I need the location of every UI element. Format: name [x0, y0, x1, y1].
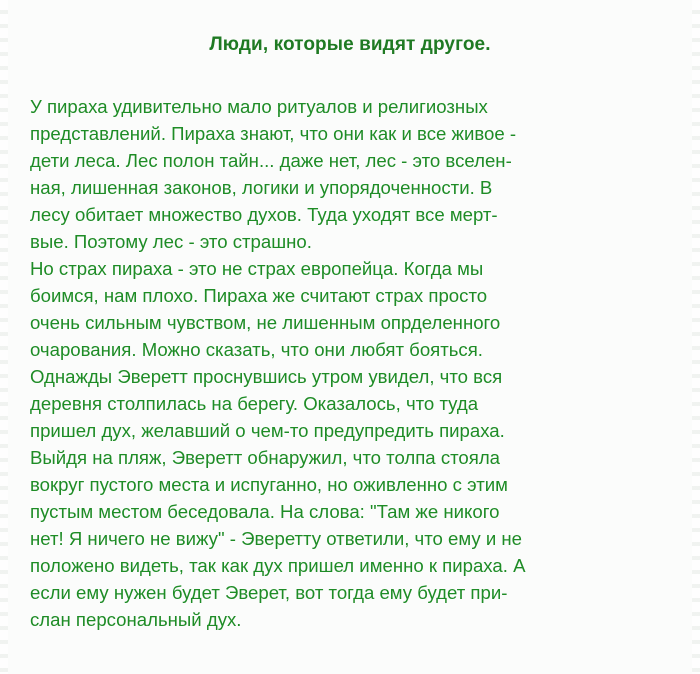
text-line: Однажды Эверетт проснувшись утром увидел, что вся — [30, 366, 503, 387]
text-line: деревня столпилась на берегу. Оказалось, что туда — [30, 393, 479, 414]
text-line: лесу обитает множество духов. Туда уходят все мерт- — [30, 204, 498, 225]
page-edge-left — [0, 0, 8, 674]
text-line: ная, лишенная законов, логики и упорядоченности. В — [30, 177, 493, 198]
text-line: нет! Я ничего не вижу" - Эверетту ответили, что ему и не — [30, 528, 523, 549]
article-body — [30, 93, 690, 633]
text-line: очень сильным чувством, не лишенным опрделенного — [30, 312, 501, 333]
text-line: представлений. Пираха знают, что они как и все живое - — [30, 123, 517, 144]
text-line: У пираха удивительно мало ритуалов и религиозных — [30, 96, 488, 117]
text-line: пустым местом беседовала. На слова: "Там же никого — [30, 501, 500, 522]
text-line: Но страх пираха - это не страх европейца. Когда мы — [30, 258, 484, 279]
text-line: очарования. Можно сказать, что они любят бояться. — [30, 339, 483, 360]
text-line: положено видеть, так как дух пришел именно к пираха. А — [30, 555, 526, 576]
page-title: Люди, которые видят другое. — [209, 34, 491, 55]
text-line: пришел дух, желавший о чем-то предупредить пираха. — [30, 420, 505, 441]
text-line: если ему нужен будет Эверет, вот тогда ему будет при- — [30, 582, 508, 603]
text-line: слан персональный дух. — [30, 609, 242, 630]
text-line: дети леса. Лес полон тайн... даже нет, лес - это вселен- — [30, 150, 512, 171]
text-line: боимся, нам плохо. Пираха же считают страх просто — [30, 285, 488, 306]
text-line: вокруг пустого места и испуганно, но оживленно с этим — [30, 474, 508, 495]
page-edge-right — [692, 0, 700, 674]
text-line: Выйдя на пляж, Эверетт обнаружил, что толпа стояла — [30, 447, 501, 468]
text-line: вые. Поэтому лес - это страшно. — [30, 231, 312, 252]
